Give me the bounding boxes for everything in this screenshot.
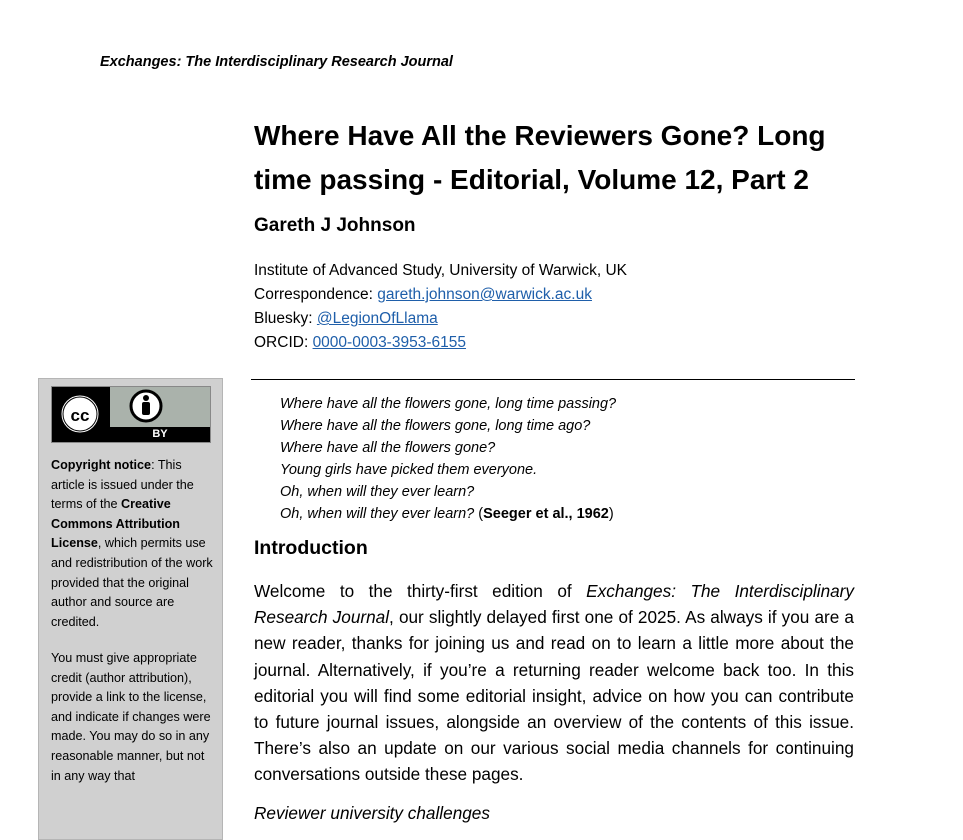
author-name: Gareth J Johnson [254,215,416,236]
paragraph-text: Welcome to the thirty-first edition of [254,581,587,601]
cc-by-license-badge[interactable] [51,386,211,443]
correspondence-line [254,283,627,307]
copyright-sidebar [38,378,223,840]
license-by-label: BY [152,428,168,440]
poem-citation: (Seeger et al., 1962) [478,506,614,522]
poem-line: Oh, when will they ever learn? [280,506,475,522]
email-link[interactable]: gareth.johnson@warwick.ac.uk [377,286,592,303]
article-title: Where Have All the Reviewers Gone? Long time passing - Editorial, Volume 12, Part 2 [254,120,826,195]
introduction-paragraph [254,578,854,788]
bluesky-label: Bluesky: [254,310,317,327]
bluesky-line [254,307,627,331]
journal-header: Exchanges: The Interdisciplinary Research Journal [100,54,453,70]
poem-line: Where have all the flowers gone, long time ago? [280,418,591,434]
poem-line: Young girls have picked them everyone. [280,462,538,478]
paragraph-text-continued: , our slightly delayed first one of 2025. As always if you are a new reader, thanks for joining us and read on to learn a little more about the journal. Alternatively, if you’re a returning reader welcome back too. In this editorial you will find some editorial insight, advice on how you can contribute to future journal issues, alongside an overview of the contents of this issue. There’s also an update on our various social media channels for continuing conversations outside these pages. [254,607,854,785]
cc-icon [52,387,110,441]
subsection-heading: Reviewer university challenges [254,803,490,823]
copyright-text-continued: , which permits use and redistribution of the work provided that the original author and source are credited. [51,536,213,629]
poem-line: Where have all the flowers gone, long time passing? [280,396,617,412]
poem-line: Oh, when will they ever learn? [280,484,475,500]
copyright-notice [51,456,213,632]
poem-line: Where have all the flowers gone? [280,440,496,456]
attribution-notice: You must give appropriate credit (author attribution), provide a link to the license, and indicate if changes were made. You may do so in any reasonable manner, but not in any way that [51,651,211,783]
copyright-text: : This article is issued under the terms of the [51,458,194,512]
person-icon [110,387,210,427]
copyright-label: Copyright notice [51,458,152,472]
section-divider [251,379,855,380]
orcid-line [254,331,627,355]
citation-text: Seeger et al., 1962 [483,506,609,522]
epigraph-poem [280,393,616,525]
license-name: Creative Commons Attribution License [51,497,180,551]
orcid-label: ORCID: [254,334,313,351]
bluesky-link[interactable]: @LegionOfLlama [316,310,438,327]
orcid-link[interactable]: 0000-0003-3953-6155 [312,334,466,351]
journal-name-italic: Exchanges: The Interdisciplinary Research Journal [254,581,855,628]
correspondence-label: Correspondence: [254,286,378,303]
author-details [254,259,627,355]
section-heading-introduction: Introduction [254,537,368,559]
poem-last-line [280,503,616,525]
svg-text:cc: cc [70,406,90,425]
affiliation: Institute of Advanced Study, University of Warwick, UK [254,262,628,279]
